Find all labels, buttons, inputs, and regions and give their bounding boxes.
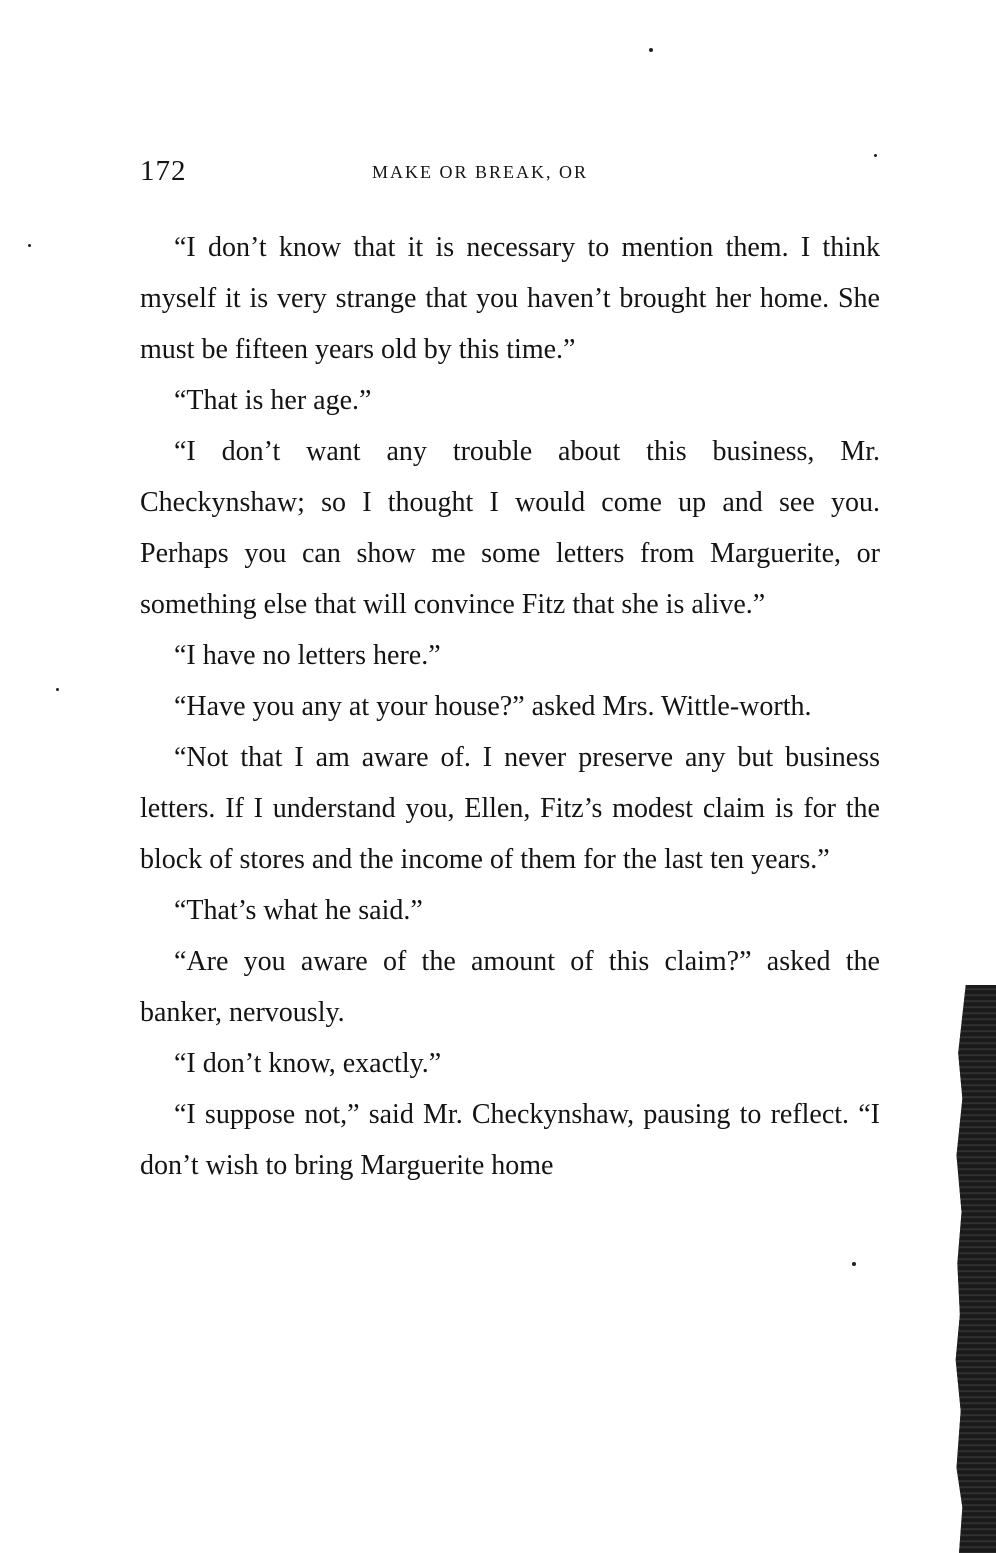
page-header (140, 153, 880, 193)
ink-speck (28, 244, 31, 247)
paragraph: “I don’t know, exactly.” (174, 1048, 442, 1079)
paragraph: “Are you aware of the amount of this claim?” asked the banker, nervously. (140, 946, 880, 1028)
page-edge-shadow (954, 985, 996, 1553)
paragraph: “Have you any at your house?” asked Mrs. Wittle-worth. (174, 691, 812, 722)
ink-speck (852, 1262, 856, 1266)
paragraph: “I don’t know that it is necessary to mention them. I think myself it is very strange that you haven’t brought her home. She must be fifteen years old by this time.” (140, 232, 880, 365)
paragraph: “That’s what he said.” (174, 895, 423, 926)
ink-speck (56, 688, 59, 691)
paragraph: “That is her age.” (174, 385, 372, 416)
paragraph: “I suppose not,” said Mr. Checkynshaw, pausing to reflect. “I don’t wish to bring Marguerite home (140, 1099, 880, 1181)
running-head: MAKE OR BREAK, OR (372, 162, 589, 182)
ink-speck (649, 48, 653, 52)
body-text (140, 222, 880, 1191)
page-number: 172 (140, 155, 187, 187)
paragraph: “I have no letters here.” (174, 640, 441, 671)
paragraph: “Not that I am aware of. I never preserve any but business letters. If I understand you, Ellen, Fitz’s modest claim is for the block of stores and the income of them for the last ten years.” (140, 742, 880, 875)
paragraph: “I don’t want any trouble about this business, Mr. Checkynshaw; so I thought I would come up and see you. Perhaps you can show me some letters from Marguerite, or something else that will convince Fitz that she is alive.” (140, 436, 880, 620)
